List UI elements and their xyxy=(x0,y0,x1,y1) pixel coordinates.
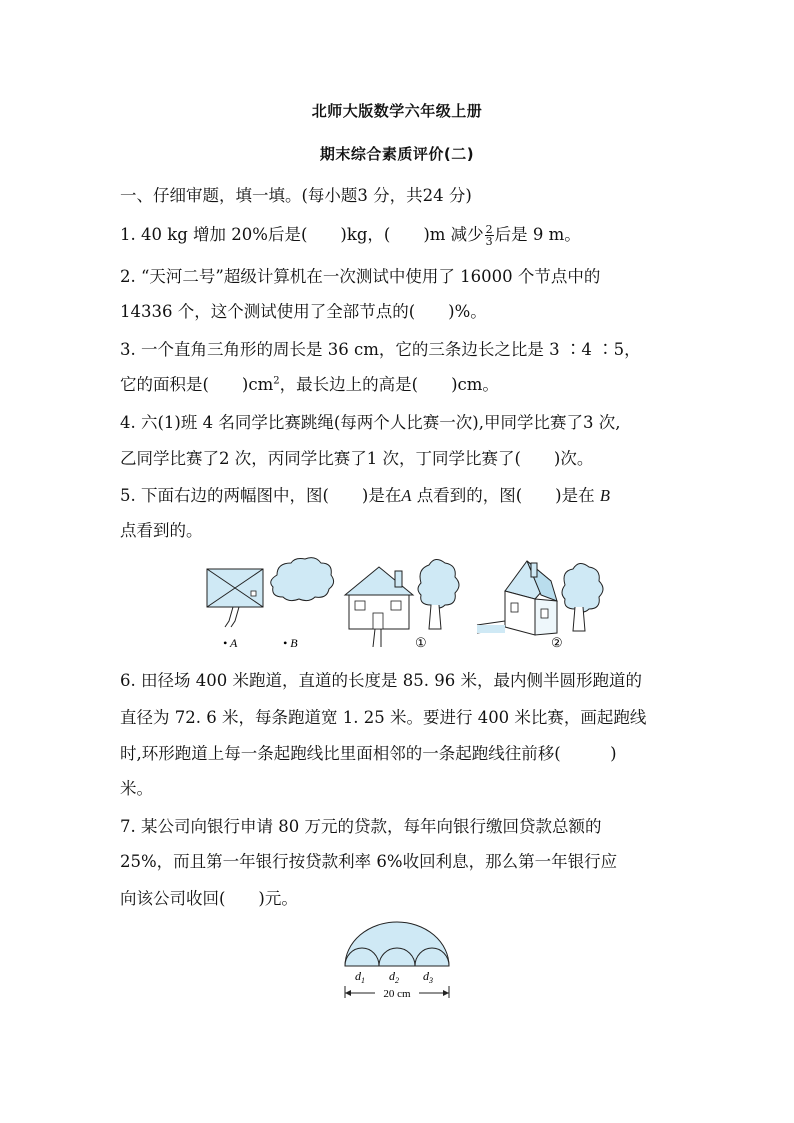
label-view-1: ① xyxy=(415,635,427,650)
width-label: 20 cm xyxy=(383,988,411,1000)
label-view-2: ② xyxy=(551,635,563,650)
question-6-line-1: 6. 田径场 400 米跑道，直道的长度是 85. 96 米，最内侧半圆形跑道的 xyxy=(120,671,642,690)
fraction-numerator: 2 xyxy=(485,223,493,236)
question-1 xyxy=(120,221,581,247)
question-7-line-3: 向该公司收回( )元。 xyxy=(120,889,298,908)
question-7-line-2: 25%，而且第一年银行按贷款利率 6%收回利息，那么第一年银行应 xyxy=(120,852,618,871)
question-3-line-1: 3. 一个直角三角形的周长是 36 cm，它的三条边长之比是 3 ∶4 ∶5， xyxy=(120,340,641,359)
view-2-house xyxy=(477,561,557,635)
point-b-label: B xyxy=(599,486,610,505)
superscript: 2 xyxy=(273,375,280,387)
view-1-house xyxy=(345,567,413,647)
section-heading: 一、仔细审题，填一填。(每小题3 分，共24 分) xyxy=(120,186,472,205)
q1-text-a: 1. 40 kg 增加 20%后是( )kg，( )m 减少 xyxy=(120,225,484,244)
label-d1: $d_1$ xyxy=(355,969,365,985)
q3-text-a: 它的面积是( )cm xyxy=(120,375,274,394)
label-point-a: • A xyxy=(223,636,238,650)
question-2-line-1: 2. “天河二号”超级计算机在一次测试中使用了 16000 个节点中的 xyxy=(120,267,601,286)
point-a-label: A xyxy=(401,486,412,505)
label-d2: $d_2$ xyxy=(389,969,399,985)
width-dimension xyxy=(345,986,449,1000)
view-2-tree xyxy=(562,563,603,631)
page-title: 北师大版数学六年级上册 xyxy=(311,102,483,120)
question-5-line-2: 点看到的。 xyxy=(120,521,203,540)
question-4-line-2: 乙同学比赛了2 次，丙同学比赛了1 次，丁同学比赛了( )次。 xyxy=(120,449,594,468)
question-7-line-1: 7. 某公司向银行申请 80 万元的贷款，每年向银行缴回贷款总额的 xyxy=(120,817,602,836)
house-views-figure xyxy=(195,555,615,655)
question-3-line-2 xyxy=(120,371,499,395)
page-subtitle: 期末综合素质评价(二) xyxy=(319,145,475,163)
question-6-line-2: 直径为 72. 6 米，每条跑道宽 1. 25 米。要进行 400 米比赛，画起跑线 xyxy=(120,708,647,727)
top-view-house xyxy=(207,569,263,627)
semicircle-figure xyxy=(335,912,465,1004)
question-4-line-1: 4. 六(1)班 4 名同学比赛跳绳(每两个人比赛一次),甲同学比赛了3 次, xyxy=(120,413,621,432)
q3-text-b: ，最长边上的高是( )cm。 xyxy=(279,375,499,394)
question-2-line-2: 14336 个，这个测试使用了全部节点的( )%。 xyxy=(120,302,487,321)
q5-text-a: 5. 下面右边的两幅图中，图( )是在 xyxy=(120,486,402,505)
question-6-line-4: 米。 xyxy=(120,779,153,798)
top-view-tree xyxy=(271,558,334,601)
label-d3: $d_3$ xyxy=(423,969,433,985)
view-1-tree xyxy=(418,559,459,629)
fraction-denominator: 3 xyxy=(485,235,493,248)
question-5-line-1 xyxy=(120,482,610,506)
fraction xyxy=(485,224,494,247)
label-point-b: • B xyxy=(283,636,298,650)
question-6-line-3: 时,环形跑道上每一条起跑线比里面相邻的一条起跑线往前移( ) xyxy=(120,744,617,763)
q5-text-b: 点看到的，图( )是在 xyxy=(411,486,600,505)
q1-text-b: 后是 9 m。 xyxy=(494,225,581,244)
